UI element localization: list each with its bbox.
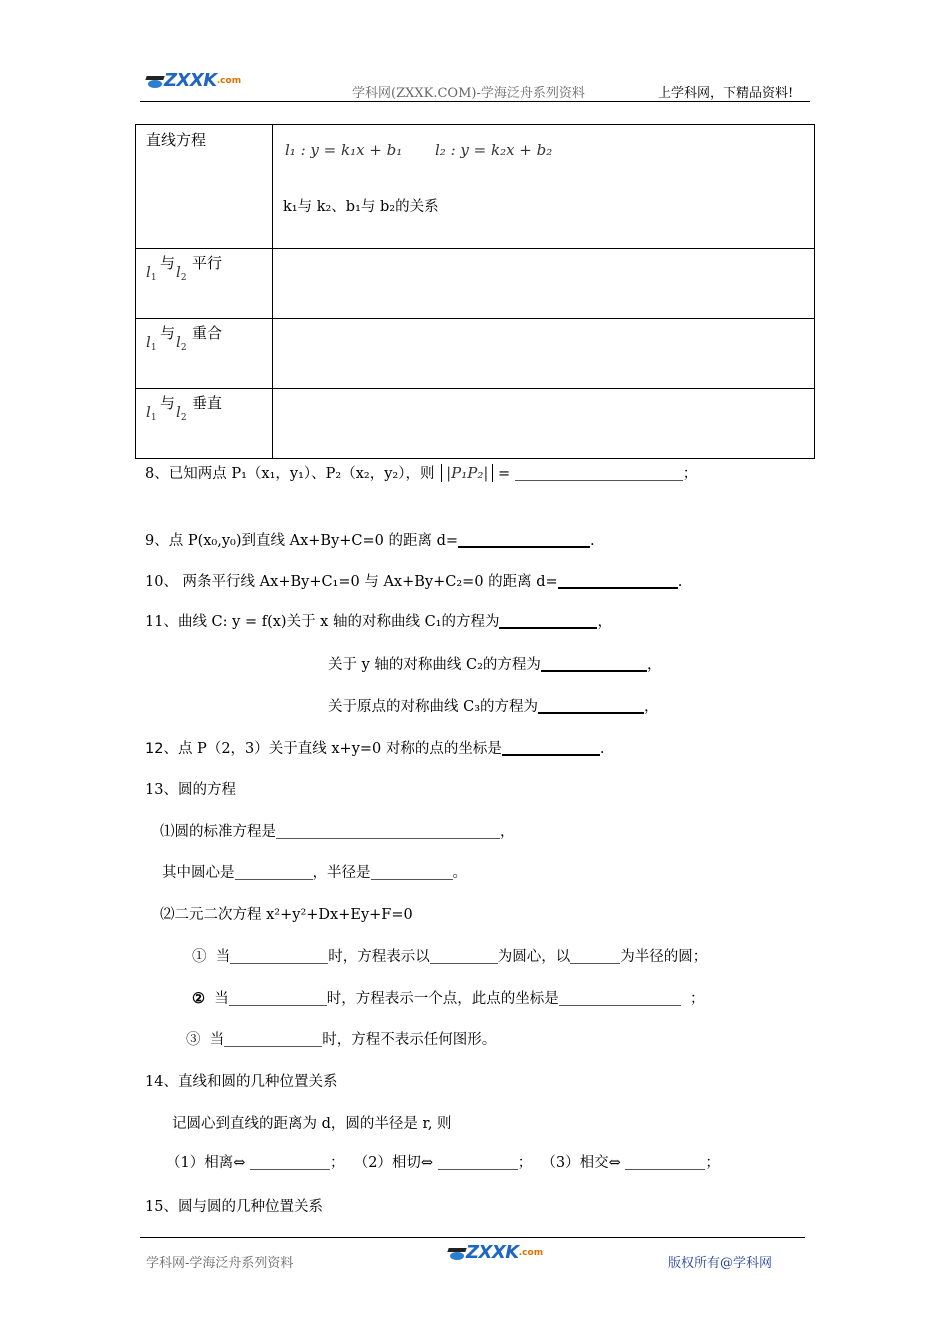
q13-c1-b: 时，方程表示以 [328,949,430,965]
q13-c2-a: 当 [214,991,229,1007]
row-label-pre: 与 [160,324,176,342]
graduation-cap-icon [448,1246,466,1260]
q8-eq: = [498,466,511,482]
q13-p2-a: 其中圆心是 [162,865,235,881]
q13-c2-blank2[interactable] [559,1004,681,1006]
q10-end: . [677,574,683,590]
q13-radius-blank[interactable] [371,878,453,880]
q12-num: 12 [145,741,164,757]
table-row [136,389,815,459]
header-logo [146,70,241,91]
graduation-cap-icon [146,74,164,88]
question-9 [145,529,595,550]
q9-end: . [590,533,595,549]
question-8 [145,462,697,483]
footer-rule [140,1237,805,1238]
q13-c1-blank1[interactable] [230,962,328,964]
q13-c3-blank[interactable] [224,1045,322,1047]
q13-p2-b: ，半径是 [312,865,371,881]
q11-b-text: 关于 y 轴的对称曲线 C₂的方程为 [328,657,541,673]
question-13-title: 13、圆的方程 [145,782,236,798]
row-label-post: 重合 [192,324,223,342]
q13-c1-num: ① [192,949,207,965]
q13-p1-text: ⑴圆的标准方程是 [160,824,276,840]
q14-sep: ； [705,1155,720,1171]
question-13-case2 [192,987,704,1008]
row-label-post: 垂直 [192,394,223,412]
relation-table [135,124,815,459]
question-13-p2 [162,861,467,882]
q10-blank[interactable] [558,586,678,589]
q11-c-blank[interactable] [538,711,644,714]
table-cell [136,389,273,459]
question-13-p1 [160,820,515,841]
q14-b-blank[interactable] [438,1168,518,1170]
q11-b-blank[interactable] [541,669,647,672]
q13-c1-c: 为圆心，以 [497,949,571,965]
question-14-title: 14、直线和圆的几种位置关系 [145,1074,338,1090]
q14-c-blank[interactable] [625,1168,705,1170]
q13-c2-num: ② [192,990,205,1007]
q11-end: ， [597,614,612,630]
q13-c1-blank2[interactable] [430,962,498,964]
q14-a: （1）相离⇔ [166,1155,246,1171]
q14-a-blank[interactable] [250,1168,330,1170]
q13-c3-b: 时，方程不表示任何图形。 [322,1032,497,1048]
table-cell [136,249,273,319]
footer-right: 版权所有@学科网 [668,1256,773,1271]
table-row [136,319,815,389]
row-label-post: 平行 [192,254,223,272]
q8-blank[interactable] [515,479,683,481]
q11-a-text: 11、曲线 C: y = f(x)关于 x 轴的对称曲线 C₁的方程为 [145,614,500,630]
q13-c2-b: 时，方程表示一个点，此点的坐标是 [326,991,559,1007]
q10-text: 10、 两条平行线 Ax+By+C₁=0 与 Ax+By+C₂=0 的距离 d= [145,574,558,590]
row-label-pre: 与 [160,394,176,412]
q14-sep: ； [329,1155,345,1171]
logo-com: .com [518,1247,544,1258]
question-14-cases [166,1151,720,1172]
q11-c-text: 关于原点的对称曲线 C₃的方程为 [328,699,539,715]
q13-c1-a: 当 [215,949,231,965]
q13-p2-end: 。 [452,865,467,881]
q14-b: （2）相切⇔ [353,1155,434,1171]
q9-text: 9、点 P(x₀,y₀)到直线 Ax+By+C=0 的距离 d= [145,533,459,549]
q13-c3-a: 当 [209,1032,225,1048]
row-label-pre: 与 [160,254,176,272]
footer-left: 学科网-学海泛舟系列资料 [146,1256,294,1271]
question-15-title: 15、圆与圆的几种位置关系 [145,1199,323,1215]
table-cell [136,125,273,249]
q13-c1-d: 为半径的圆； [620,949,708,965]
q13-center-blank[interactable] [235,878,313,880]
logo-com: .com [216,75,242,86]
equation-l1: l₁ : y = k₁x + b₁ [285,141,403,159]
header-rule [140,101,810,102]
q13-p1-blank[interactable] [276,837,500,839]
question-13-case3 [186,1028,496,1049]
q11-a-blank[interactable] [499,626,597,629]
table-row [136,249,815,319]
equation-l2: l₂ : y = k₂x + b₂ [435,141,553,159]
question-13-p3: ⑵二元二次方程 x²+y²+Dx+Ey+F=0 [160,907,413,923]
footer-logo [448,1242,543,1263]
q13-c2-blank1[interactable] [229,1004,327,1006]
row-label-parallel: $l_1$ 与 $l_2$ 平行 [146,254,223,283]
row-label-perpendicular: $l_1$ 与 $l_2$ 垂直 [146,394,223,423]
q11-end: ， [646,657,662,673]
q13-c1-blank3[interactable] [570,962,620,964]
header-right: 上学科网，下精品资料! [658,86,794,101]
q13-c2-end: ； [689,991,705,1007]
header-center: 学科网(ZXXK.COM)-学海泛舟系列资料 [352,86,585,101]
question-11b [328,653,661,674]
row-label-equation: 直线方程 [146,131,207,149]
table-cell [273,249,815,319]
row-label-coincide: $l_1$ 与 $l_2$ 重合 [146,324,223,353]
relation-text: k₁与 k₂、b₁与 b₂的关系 [283,199,439,215]
logo-text: ZXXK [164,70,217,91]
q9-blank[interactable] [458,545,590,548]
logo-text: ZXXK [466,1242,519,1263]
table-row [136,125,815,249]
table-cell [273,319,815,389]
q12-end: . [599,741,605,757]
abs-p1p2: |P₁P₂| [441,464,493,482]
q13-c3-num: ③ [186,1032,201,1048]
question-10 [145,570,682,591]
table-cell [136,319,273,389]
question-12 [145,737,605,758]
table-cell [273,125,815,249]
q12-text: 、点 P（2，3）关于直线 x+y=0 对称的点的坐标是 [163,741,502,757]
q14-c: （3）相交⇔ [541,1155,621,1171]
q14-sep: ； [517,1155,533,1171]
table-cell [273,389,815,459]
question-14-desc: 记圆心到直线的距离为 d，圆的半径是 r, 则 [172,1116,452,1132]
q13-p1-end: ， [500,824,515,840]
question-11a [145,610,612,631]
question-13-case1 [192,945,707,966]
q8-text: 8、已知两点 P₁（x₁，y₁）、P₂（x₂，y₂），则 [145,466,435,482]
q8-end: ； [682,466,698,482]
question-11c [328,695,659,716]
q11-end: ， [644,699,659,715]
q12-blank[interactable] [502,753,600,756]
